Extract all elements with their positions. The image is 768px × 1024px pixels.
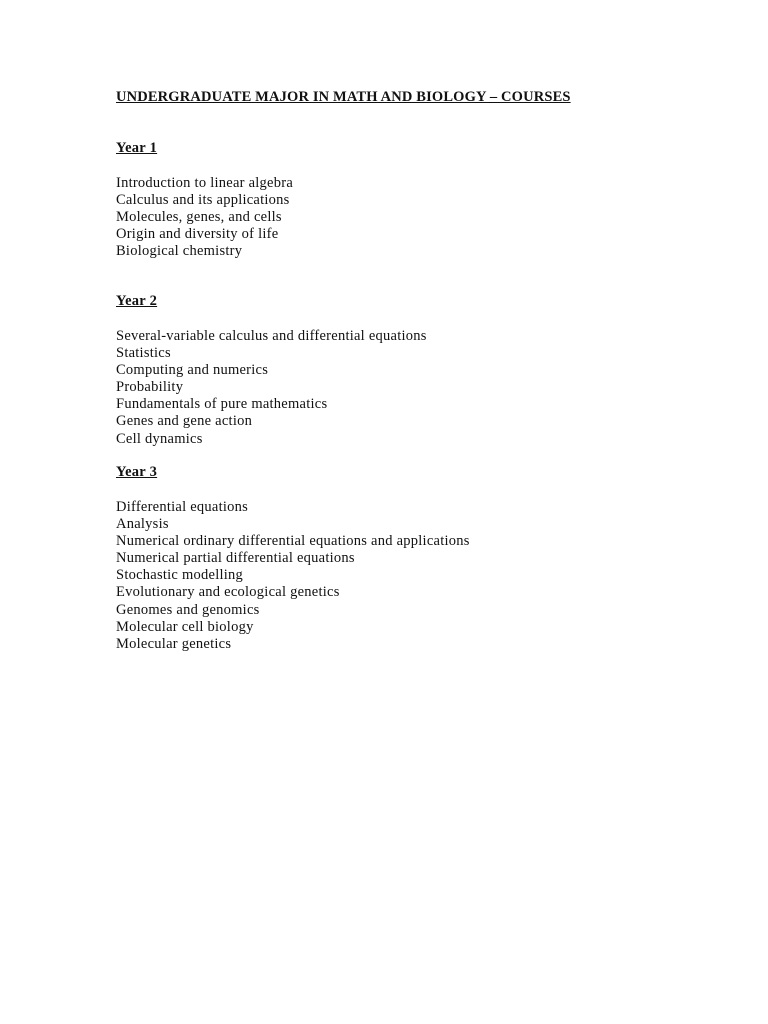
course-item: Origin and diversity of life [116, 226, 279, 243]
year-2-course-list [116, 328, 427, 448]
course-item: Genes and gene action [116, 413, 253, 430]
year-1-course-list [116, 175, 293, 260]
course-item: Introduction to linear algebra [116, 175, 294, 191]
course-item: Differential equations [116, 499, 249, 515]
course-item: Probability [116, 379, 184, 396]
course-item: Genomes and genomics [116, 601, 260, 618]
course-item: Cell dynamics [116, 430, 203, 447]
year-2-heading: Year 2 [116, 293, 158, 309]
year-3-course-list [116, 499, 470, 653]
course-item: Several-variable calculus and differential equations [116, 328, 427, 344]
document-title: UNDERGRADUATE MAJOR IN MATH AND BIOLOGY – COURSES [116, 89, 571, 105]
year-3-heading: Year 3 [116, 464, 158, 480]
course-item: Computing and numerics [116, 362, 269, 379]
year-1-heading: Year 1 [116, 140, 158, 156]
course-item: Biological chemistry [116, 243, 243, 260]
course-item: Stochastic modelling [116, 567, 244, 584]
course-item: Calculus and its applications [116, 192, 290, 209]
course-item: Numerical ordinary differential equations and applications [116, 533, 470, 550]
course-item: Statistics [116, 345, 171, 362]
course-item: Molecular cell biology [116, 618, 254, 635]
course-item: Evolutionary and ecological genetics [116, 584, 340, 601]
course-item: Molecules, genes, and cells [116, 209, 282, 226]
course-item: Fundamentals of pure mathematics [116, 396, 328, 413]
course-item: Analysis [116, 516, 169, 533]
course-item: Molecular genetics [116, 635, 232, 652]
course-item: Numerical partial differential equations [116, 550, 355, 567]
